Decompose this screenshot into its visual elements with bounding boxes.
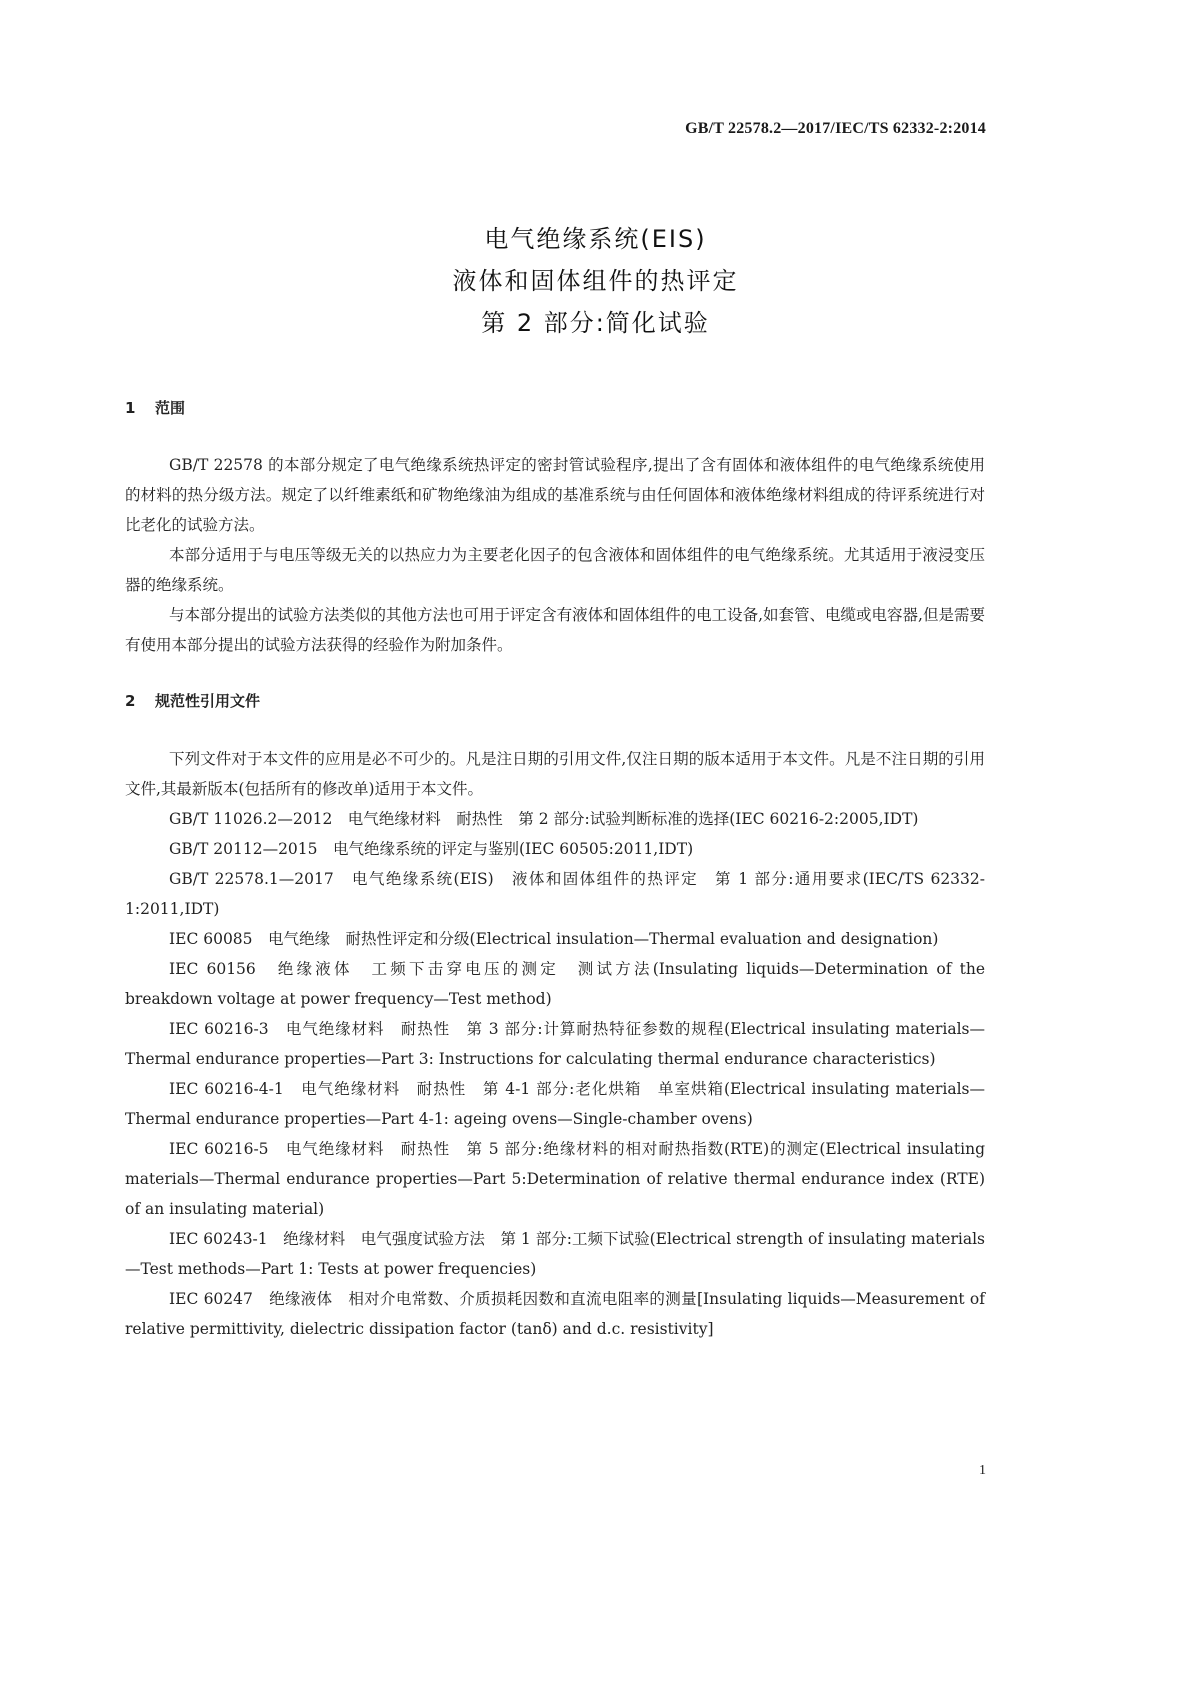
paragraph: GB/T 22578 的本部分规定了电气绝缘系统热评定的密封管试验程序,提出了含有固体和液体组件的电气绝缘系统使用的材料的热分级方法。规定了以纤维素纸和矿物绝缘油为组成的基准系统与由任何固体和液体绝缘材料组成的待评系统进行对比老化的试验方法。 [125,456,985,534]
standard-code-header: GB/T 22578.2—2017/IEC/TS 62332-2:2014 [685,120,986,137]
paragraph: 本部分适用于与电压等级无关的以热应力为主要老化因子的包含液体和固体组件的电气绝缘系统。尤其适用于液浸变压器的绝缘系统。 [125,546,985,594]
reference-entry: GB/T 22578.1—2017 电气绝缘系统(EIS) 液体和固体组件的热评定 第 1 部分:通用要求(IEC/TS 62332-1:2011,IDT) [125,870,985,918]
reference-entry: IEC 60156 绝缘液体 工频下击穿电压的测定 测试方法(Insulating liquids—Determination of the breakdown voltage at power frequency—Test method) [125,960,985,1008]
section-2-body [125,744,985,1344]
title-line-2: 液体和固体组件的热评定 [452,267,739,295]
reference-entry: IEC 60243-1 绝缘材料 电气强度试验方法 第 1 部分:工频下试验(Electrical strength of insulating materials—Test methods—Part 1: Tests at power frequencies) [125,1230,985,1278]
section-title: 范围 [155,399,186,417]
section-2-heading [125,690,260,711]
section-number: 2 [125,692,136,710]
reference-entry: IEC 60247 绝缘液体 相对介电常数、介质损耗因数和直流电阻率的测量[Insulating liquids—Measurement of relative permittivity, dielectric dissipation factor (tanδ) and d.c. resistivity] [125,1290,985,1338]
reference-entry: IEC 60085 电气绝缘 耐热性评定和分级(Electrical insulation—Thermal evaluation and designation) [169,930,939,948]
page-number: 1 [979,1463,986,1478]
reference-entry: IEC 60216-5 电气绝缘材料 耐热性 第 5 部分:绝缘材料的相对耐热指数(RTE)的测定(Electrical insulating materials—Thermal endurance properties—Part 5:Determination of relative thermal endurance index (RTE) of an insulating material) [125,1140,985,1218]
section-title: 规范性引用文件 [155,692,261,710]
title-line-3: 第 2 部分:简化试验 [481,309,710,337]
reference-entry: IEC 60216-3 电气绝缘材料 耐热性 第 3 部分:计算耐热特征参数的规程(Electrical insulating materials—Thermal endurance properties—Part 3: Instructions for calculating thermal endurance characteristics) [125,1020,985,1068]
document-title [0,218,1191,344]
paragraph: 下列文件对于本文件的应用是必不可少的。凡是注日期的引用文件,仅注日期的版本适用于本文件。凡是不注日期的引用文件,其最新版本(包括所有的修改单)适用于本文件。 [125,750,985,798]
reference-entry: IEC 60216-4-1 电气绝缘材料 耐热性 第 4-1 部分:老化烘箱 单室烘箱(Electrical insulating materials—Thermal endurance properties—Part 4-1: ageing ovens—Single-chamber ovens) [125,1080,985,1128]
section-1-body [125,450,985,660]
title-line-1: 电气绝缘系统(EIS) [484,225,707,253]
section-number: 1 [125,399,136,417]
section-1-heading [125,397,185,418]
reference-entry: GB/T 11026.2—2012 电气绝缘材料 耐热性 第 2 部分:试验判断标准的选择(IEC 60216-2:2005,IDT) [169,810,919,828]
reference-entry: GB/T 20112—2015 电气绝缘系统的评定与鉴别(IEC 60505:2011,IDT) [169,840,694,858]
paragraph: 与本部分提出的试验方法类似的其他方法也可用于评定含有液体和固体组件的电工设备,如套管、电缆或电容器,但是需要有使用本部分提出的试验方法获得的经验作为附加条件。 [125,606,985,654]
